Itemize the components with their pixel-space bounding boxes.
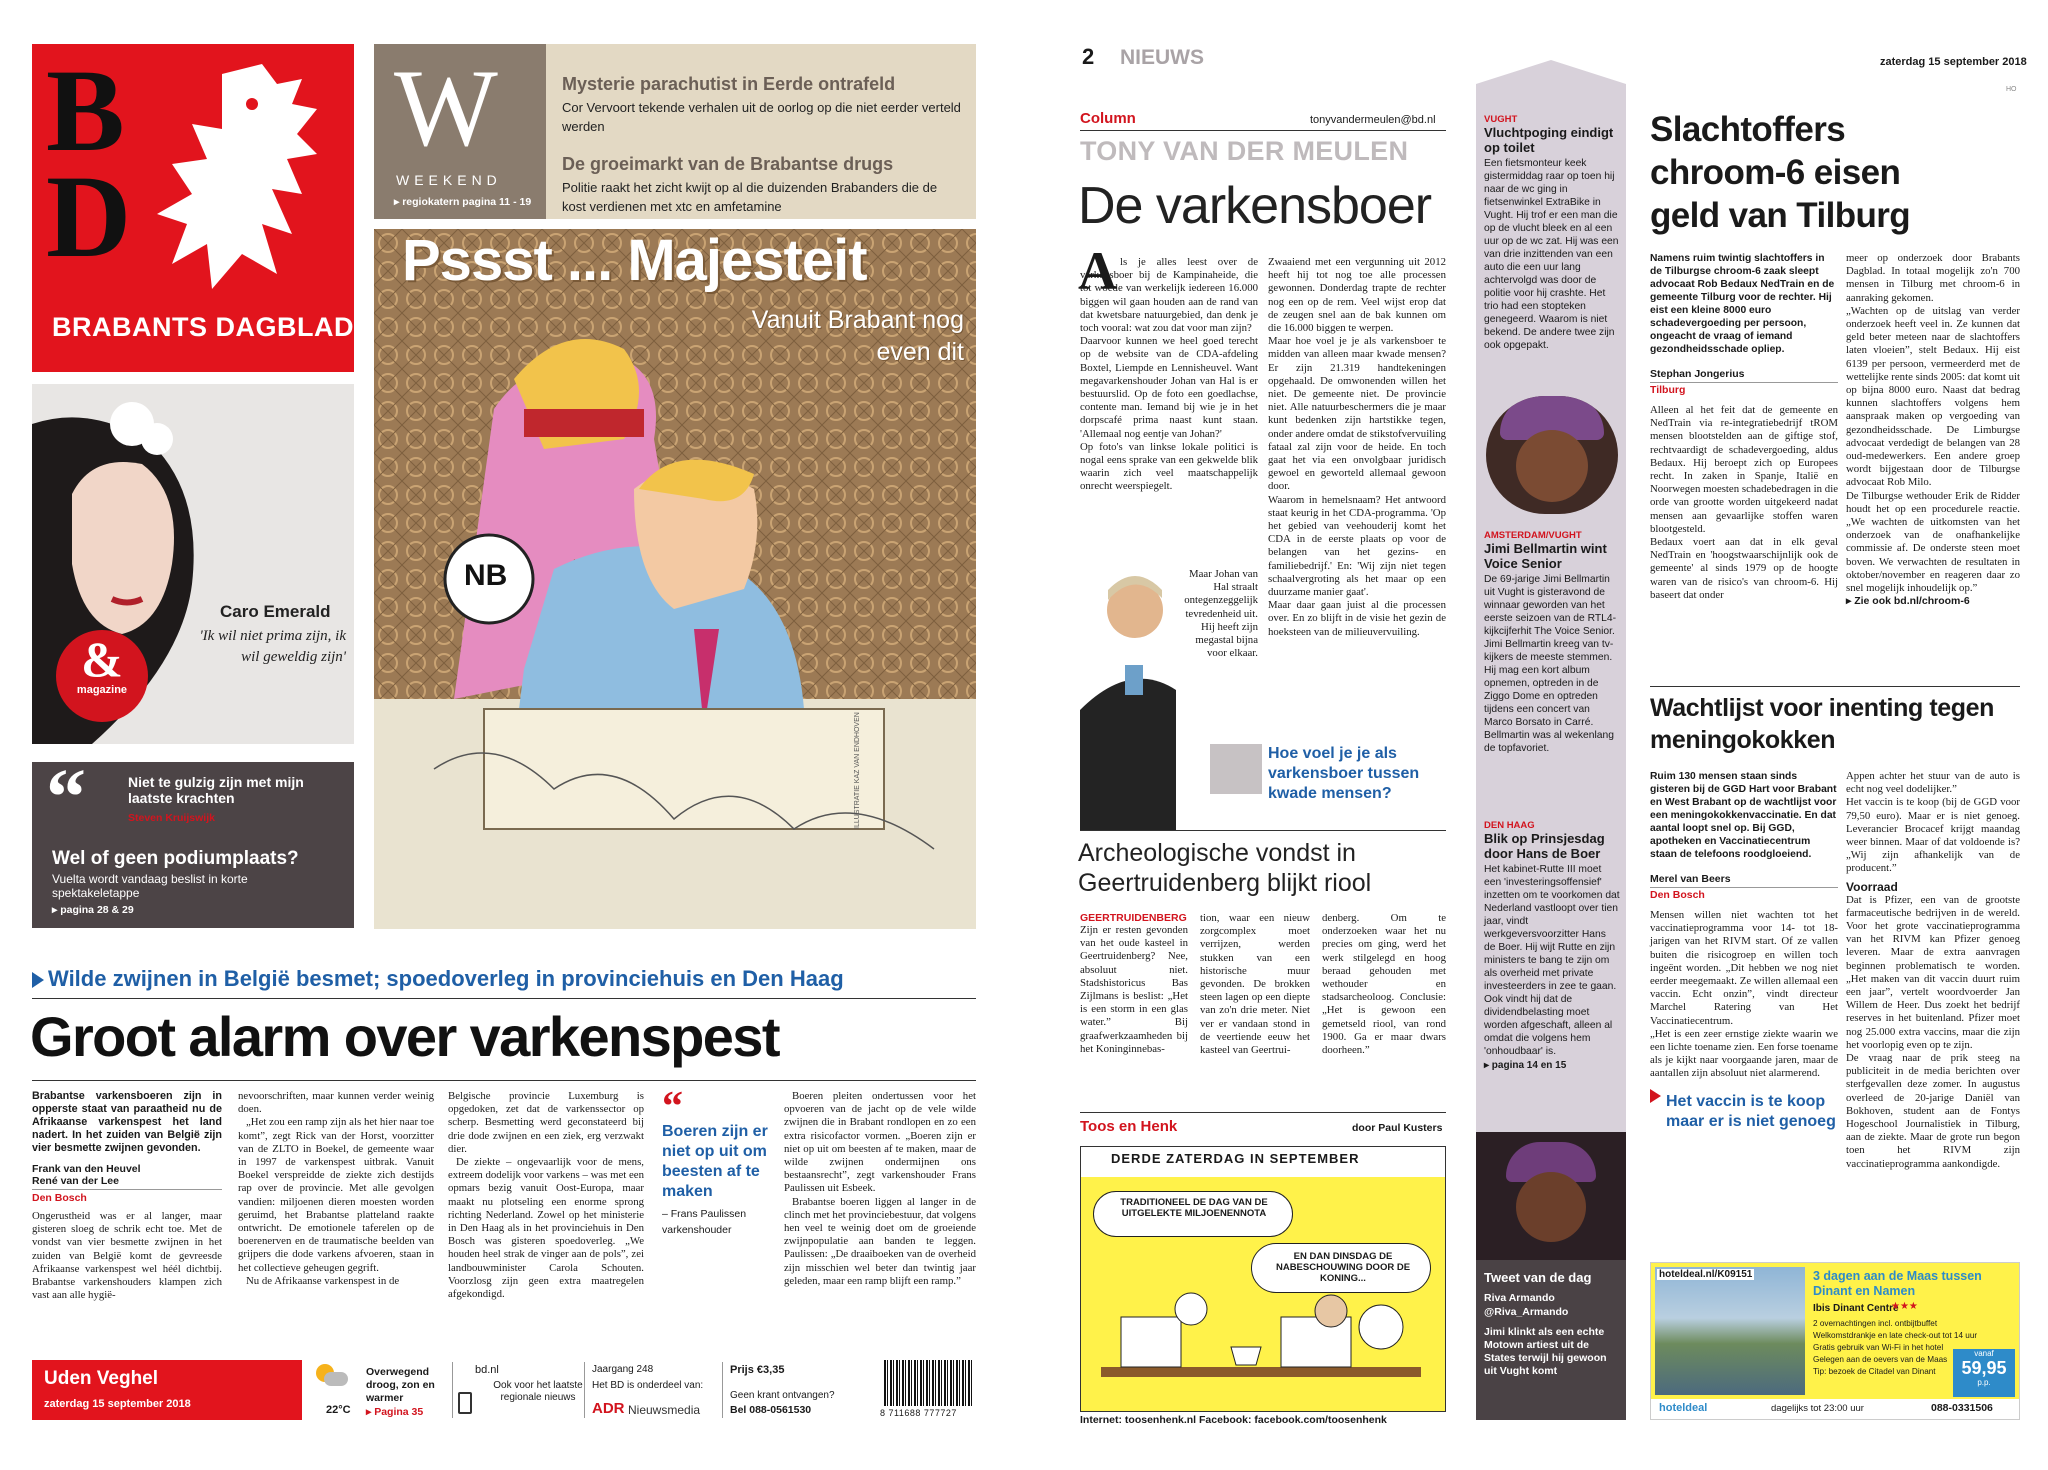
pullquote-role: varkenshouder (662, 1224, 732, 1236)
tweet-handle[interactable]: @Riva_Armando (1484, 1306, 1569, 1318)
ad-price-unit: p.p. (1977, 1378, 1991, 1387)
article-col-2 (238, 1090, 434, 1288)
footer-site-text: Ook voor het laatste regionale nieuws (493, 1380, 583, 1403)
footer-group-text: Het BD is onderdeel van: (592, 1380, 704, 1391)
column-bottom-divider (1080, 830, 1446, 831)
comic-footer[interactable]: Internet: toosenhenk.nl Facebook: facebook.com/toosenhenk (1080, 1414, 1387, 1426)
ad-item-1: 2 overnachtingen incl. ontbijtbuffet (1813, 1319, 1938, 1328)
edition-name: Uden Veghel (44, 1368, 159, 1389)
pullquote-text: Boeren zijn er niet op uit om beesten af te maken (662, 1123, 768, 1200)
ad-item-2: Welkomstdrankje en late check-out tot 14 uur (1813, 1331, 1978, 1340)
footer-divider-3 (722, 1362, 723, 1418)
section-title: NIEUWS (1120, 46, 1204, 69)
lion-icon (152, 64, 347, 304)
weather-text: Overwegend droog, zon en warmer (366, 1366, 435, 1404)
sport-quote: Niet te gulzig zijn met mijn laatste krachten (128, 774, 304, 806)
ad-price-from: vanaf (1974, 1349, 1994, 1358)
weekend-logo[interactable] (374, 44, 546, 219)
ad-item-5: Tip: bezoek de Citadel van Dinant (1813, 1367, 1936, 1376)
comic-title: Toos en Henk (1080, 1118, 1178, 1135)
chroom-col-2 (1846, 252, 2020, 607)
footer-phone: Bel 088-0561530 (730, 1404, 812, 1416)
magazine-label: magazine (76, 684, 128, 696)
footer-site[interactable]: bd.nl (475, 1364, 499, 1376)
kicker-divider (32, 998, 976, 999)
weather-temp: 22°C (326, 1404, 351, 1416)
sport-text: Vuelta wordt vandaag beslist in korte spektakeletappe (52, 872, 248, 900)
sidebar-item-1-tag: VUGHT (1484, 114, 1518, 125)
arch-dateline: GEERTRUIDENBERG (1080, 912, 1187, 924)
cover-credit: ILLUSTRATIE KAZ VAN ENDHOVEN (854, 712, 861, 829)
sidebar-item-2-title: Jimi Bellmartin wint Voice Senior (1484, 541, 1607, 571)
logo-letter-b: B (46, 45, 125, 176)
masthead-logo (32, 44, 354, 372)
comic-strip[interactable] (1080, 1146, 1446, 1412)
page-date: zaterdag 15 september 2018 (1880, 56, 2027, 68)
column-author: TONY VAN DER MEULEN (1080, 136, 1409, 166)
ad-brand: hoteldeal (1659, 1402, 1708, 1414)
wacht-col-1 (1650, 770, 1838, 1132)
ampersand-icon: & (81, 631, 123, 687)
weather-pointer[interactable]: ▸ Pagina 35 (366, 1406, 424, 1418)
article-col-5-p1: Boeren pleiten ondertussen voor het opvoeren van de jacht op de vele wilde zwijnen die in Brabant rondlopen en zo een extra risicofactor vormen. „Boeren zijn er niet op uit om beesten af te maken, maar de wilde zwijnen ondermijnen ons bestaansrecht”, zegt varkenshouder Frans Paulissen uit Esbeek. (784, 1090, 976, 1195)
chroom-lead: Namens ruim twintig slachtoffers in de Tilburgse chroom-6 zaak sleept advocaat Rob Bedaux NedTrain en de gemeente Tilburg voor de rechter. Hij eist een kleine 8000 euro schadevergoeding per persoon, ongeacht de vraag of iemand gezondheidsschade opliep. (1650, 253, 1835, 355)
caro-quote: 'Ik wil niet prima zijn, ik wil geweldig zijn' (199, 628, 346, 665)
weekend-pointer: ▸ regiokatern pagina 11 - 19 (394, 196, 532, 208)
sport-pointer: ▸ pagina 28 & 29 (52, 904, 134, 916)
arch-col-3: denberg. Om te onderzoeken waar het nu precies om ging, werd het werk stilgelegd en hoog beraad gehouden met wethouder en stadsarcheoloog. Conclusie: „Het is gewoon een gemetseld riool, van rond 1900. Ga er maar dwars doorheen.” (1322, 912, 1446, 1057)
column-title: De varkensboer (1078, 177, 1432, 235)
sport-teaser[interactable] (32, 754, 354, 928)
sidebar-item-2-tag: AMSTERDAM/VUGHT (1484, 530, 1582, 541)
magazine-badge (56, 630, 148, 722)
teaser-2-title[interactable]: De groeimarkt van de Brabantse drugs (562, 154, 894, 174)
ad-stars: ★★★ (1891, 1301, 1918, 1312)
wacht-pullquote: Het vaccin is te koop maar er is niet genoeg (1666, 1092, 1836, 1130)
footer-jaargang: Jaargang 248 (592, 1364, 654, 1375)
column-text-1: ls je alles leest over de varkensboer bij de Kampinaheide, die tot woede van werkelijk iedereen 16.000 biggen wil gaan houden aan de rand van dat kwetsbare natuurgebied, dan denk je toch vooral: wat zou dat voor man zijn? Daarvoor kunnen we heel goed terecht op de website van de CDA-afdeling Boxtel, Liempde en Lennisheuvel. Want megavarkenshouder Johan van Hal is er bestuurslid. Op de foto een goedlachse, contente man. Iemand bij wie je in het dorpscafé prima naast kunt staan. 'Allemaal nog eentje van Johan?' Op foto's van linkse lokale politici is nogal eens sprake van een gekwelde blik waarin zich veel maatschappelijk onrecht weerspiegelt. (1080, 256, 1258, 493)
column-dropcap: A (1078, 241, 1117, 301)
sidebar-photo-1 (1486, 396, 1618, 514)
ad-price-badge (1953, 1349, 2015, 1397)
footer-no-paper: Geen krant ontvangen? (730, 1390, 835, 1401)
cover-subtitle: Vanuit Brabant nog even dit (751, 306, 964, 366)
article-col-2-p3: Nu de Afrikaanse varkenspest in de (246, 1274, 400, 1287)
ad-price: 59,95 (1961, 1358, 2007, 1378)
column-author-photo (1080, 570, 1176, 830)
sidebar-item-3[interactable] (1484, 820, 1620, 1071)
article-author-1: Frank van den Heuvel (32, 1163, 141, 1175)
comic-bubble-2-text: EN DAN DINSDAG DE NABESCHOUWING DOOR DE KONING... (1275, 1251, 1411, 1284)
column-pullquote-bar (1210, 744, 1262, 794)
quote-mark-icon: “ (46, 754, 86, 842)
chroom-pointer[interactable]: ▸ Zie ook bd.nl/chroom-6 (1846, 595, 1970, 608)
article-col-2-p1: nevoorschriften, maar kunnen verder weinig doen. (238, 1090, 434, 1116)
pullquote-mark-icon: “ (662, 1084, 683, 1130)
column-email[interactable]: tonyvandermeulen@bd.nl (1310, 114, 1436, 126)
tweet-name: Riva Armando (1484, 1292, 1555, 1304)
article-col-2-p2: „Het zou een ramp zijn als het hier naar toe komt”, zegt Rick van der Horst, voorzitter van de ZLTO in Boekel, de gemeente waar in 1997 de varkenspest uitbrak. Vanuit Boekel verspreidde de ziekte zich destijds rap over de provincie. Met alle gevolgen vandien: miljoenen dieren moesten worden geruimd, het Brabantse platteland raakte ontwricht. De emotionele taferelen op de boerenerven en de traumatische beelden van grijpers die dode varkens afvoeren, staan in het collectieve geheugen gegrift. (238, 1116, 434, 1274)
ad-hours: dagelijks tot 23:00 uur (1771, 1403, 1864, 1414)
sidebar-item-1-text: Een fietsmonteur keek gistermiddag raar op toen hij naar de wc ging in fietsenwinkel ExtraBike in Vught. Hij trof er een man die op de vlucht bleek en al een uur op de wc zat. Hij was een van drie inzittenden van een auto die een uur lang achtervolgd was door de politie voor hij crashte. Het trio had een stopteken genegeerd. Waarom is niet bekend. De andere twee zijn ook opgepakt. (1484, 158, 1619, 351)
chroom-title[interactable]: Slachtoffers chroom-6 eisen geld van Tilburg (1650, 110, 1911, 235)
main-headline[interactable]: Groot alarm over varkenspest (30, 1005, 779, 1068)
sidebar-item-2[interactable] (1484, 530, 1620, 755)
page-number: 2 (1082, 44, 1095, 69)
teaser-2-text: Politie raakt het zicht kwijt op al die duizenden Brabanders die de kost verdienen met xtc en amfetamine (562, 180, 938, 214)
wacht-pull-arrow-icon (1650, 1089, 1661, 1103)
edition-date: zaterdag 15 september 2018 (44, 1398, 191, 1410)
footer-divider-1 (452, 1362, 453, 1418)
chroom-dateline: Tilburg (1650, 382, 1838, 396)
sidebar-item-3-text: Het kabinet-Rutte III moet een 'investeringsoffensief' inzetten om te voorkomen dat Nederland vastloopt over tien jaar, vindt werkgeversvoorzitter Hans de Boer. Hij wijt Rutte en zijn ministers te bang te zijn om als overheid met private investeerders in zee te gaan. Ook vindt hij dat de dividendbelasting moet worden afgeschaft, alleen al omdat die volgens hem 'onhoudbaar' is. (1484, 864, 1620, 1057)
cover-illustration[interactable] (374, 229, 976, 929)
ad-item-3: Gratis gebruik van Wi-Fi in het hotel (1813, 1343, 1944, 1352)
article-dateline: Den Bosch (32, 1189, 222, 1204)
teaser-1-title[interactable]: Mysterie parachutist in Eerde ontrafeld (562, 74, 896, 94)
tweet-title: Tweet van de dag (1484, 1270, 1592, 1285)
page-code: HO (2006, 86, 2017, 93)
chroom-author: Stephan Jongerius (1650, 368, 1745, 380)
ad-hotel: Ibis Dinant Centre (1813, 1303, 1899, 1314)
comic-bubble-1-text: TRADITIONEEL DE DAG VAN DE UITGELEKTE MILJOENENNOTA (1120, 1197, 1268, 1219)
article-col-3 (448, 1090, 644, 1301)
article-col-3-p1: Belgische provincie Luxemburg is opgedoken, zet dat de varkenssector op scherp. Besmetting werd geconstateerd bij drie dode zwijnen en een ziek, erg verzwakt dier. (448, 1090, 644, 1155)
wacht-col-2-text: Appen achter het stuur van de auto is echt nog veel dodelijker.” Het vaccin is te koop (bij de GGD voor 79,50 euro). Maar er is niet genoeg. Leverancier Brocacef krijgt maandag weer binnen. Maar of dat voldoende is? „Wij zijn afhankelijk van de producent.” (1846, 770, 2020, 875)
arch-title[interactable]: Archeologische vondst in Geertruidenberg blijkt riool (1078, 839, 1372, 897)
weather-icon (316, 1364, 346, 1386)
article-col-1-text: Ongerustheid was er al langer, maar gisteren sloeg de schrik echt toe. Met de vondst van vier besmette zwijnen in het zuiden van België komt de gevreesde Afrikaanse varkenspest wel héél dichtbij. Brabantse varkenshouders klampen zich vast aan alle hygië- (32, 1210, 222, 1302)
wacht-lead: Ruim 130 mensen staan sinds gisteren bij de GGD Hart voor Brabant en West Brabant op de wachtlijst voor een meningokokkenvaccinatie. En dat aantal loopt snel op. Bij GGD, apotheken en Vaccinatiecentrum staan de telefoons roodgloeiend. (1650, 771, 1837, 860)
article-col-5-p2: Brabantse boeren liggen al langer in de clinch met het provinciebestuur, dat volgens hen veel te weinig doet om de groeiende zwijnpopulatie aan banden te leggen. Paulissen: „De draaiboeken van de overheid zijn misschien wel beter dan twintig jaar geleden, maar een ramp blijft een ramp.” (784, 1195, 976, 1287)
barcode-number: 8 711688 777727 (880, 1408, 957, 1418)
tweet-box (1476, 1260, 1626, 1420)
comic-author: door Paul Kusters (1352, 1122, 1443, 1134)
barcode (884, 1360, 974, 1406)
comic-caption: DERDE ZATERDAG IN SEPTEMBER (1111, 1151, 1360, 1166)
tweet-text: Jimi klinkt als een echte Motown artiest uit de States terwijl hij gewoon uit Vught komt (1484, 1326, 1607, 1377)
wacht-author: Merel van Beers (1650, 873, 1731, 885)
sidebar-item-2-text: De 69-jarige Jimi Bellmartin uit Vught is gisteravond de winnaar geworden van het eerste seizoen van de RTL4-kijkcijferhit The Voice Senior. Jimi Bellmartin kreeg van tv-kijkers de meeste stemmen. Hij mag een kort album opnemen, optreden in de Ziggo Dome en optreden tijdens een concert van Marco Borsato in Carré. Bellmartin was al wekenlang de topfavoriet. (1484, 574, 1617, 754)
pullquote-source: – Frans Paulissen (662, 1208, 747, 1220)
column-text-2: Zwaaiend met een vergunning uit 2012 heeft hij tot nog toe alle processen gewonnen. Donderdag trapte de rechter nog een op de rem. Veel wijst erop dat de zeugen snel aan de bak kunnen om die 16.000 biggen te werpen. Maar hoe voel je je als varkensboer te midden van alleen maar kwade mensen? Er zijn 21.319 handtekeningen opgehaald. De omwonenden willen het niet. De gemeente niet. De provincie niet. Alle natuurbeschermers die je maar kunt bedenken zijn hartstikke tegen, onder andere omdat de stikstofvervuiling fataal zal zijn voor de heide. En toch gaat het via een onvolgbaar juridisch gewoel en geworteld allemaal gewoon door. Waarom in hemelsnaam? Het antwoord staat keurig in het CDA-programma. 'Op het gebied van veehouderij komt het CDA in de eerste plaats op voor de belangen van het gezins- en familiebedrijf.' En: 'Wij zijn niet tegen schaalvergroting als het maar op een duurzame manier gaat'. Maar daar gaan juist al die processen over. En zo blijft in de visie het gezin de hoeksteen van de milieuvervuiling. (1268, 256, 1446, 638)
wacht-col-2 (1846, 770, 2020, 1171)
ad-photo (1655, 1267, 1805, 1395)
article-pullquote (662, 1084, 772, 1236)
headline-divider (32, 1080, 976, 1081)
article-col-1 (32, 1090, 222, 1302)
article-col-5 (784, 1090, 976, 1288)
tablet-icon (458, 1392, 472, 1414)
weekend-letter: W (394, 47, 498, 169)
sidebar-photo-2 (1476, 1132, 1626, 1260)
footer-divider-2 (584, 1362, 585, 1418)
chroom-col-1 (1650, 252, 1838, 602)
wacht-subhead: Voorraad (1846, 879, 1898, 894)
chroom-bottom-divider (1650, 686, 2020, 687)
sidebar-item-3-pointer[interactable]: ▸ pagina 14 en 15 (1484, 1060, 1567, 1071)
ad-title: 3 dagen aan de Maas tussen Dinant en Namen (1813, 1269, 1982, 1298)
sidebar-item-1[interactable] (1484, 114, 1620, 352)
hoteldeal-ad[interactable] (1650, 1262, 2020, 1420)
edition-box (32, 1360, 302, 1420)
nieuwsmedia-logo: Nieuwsmedia (628, 1403, 701, 1417)
comic-drawing (1081, 1287, 1445, 1411)
chroom-col-1-text: Alleen al het feit dat de gemeente en NedTrain via re-integratiebedrijf tROM mensen blootstelden aan de giftige stof, rechtvaardigt de schadevergoeding, aldus Bedaux. Hij beroept zich op Europees recht. In zaken in Spanje, Italië en Noorwegen moesten schadebedragen in die orde van grootte worden uitgekeerd nadat mensen aan gevaarlijke stoffen waren blootgesteld. Bedaux voert aan dat in elk geval NedTrain en 'hoogstwaarschijnlijk ook de gemeente' al sinds 1979 op de hoogte waren van de risico's van chroom-6. Hij baseert dat onder (1650, 404, 1838, 601)
column-text-1b: Maar Johan van Hal straalt ontegenzeggelijk tevredenheid uit. Hij heeft zijn megastal bijna voor elkaar. (1184, 568, 1258, 660)
article-author-2: René van der Lee (32, 1175, 119, 1187)
masthead-name: BRABANTS DAGBLAD (52, 312, 354, 342)
caro-emerald-teaser[interactable] (32, 384, 354, 744)
cover-badge: NB (464, 559, 508, 592)
sport-quote-author: Steven Kruijswijk (128, 812, 215, 824)
arch-col-2: tion, waar een nieuw zorgcomplex moet verrijzen, werden stukken van een historische muur gevonden. De brokken steen lagen op een diepte van zo'n drie meter. Niet ver er vandaan stond in de veertiende eeuw het kasteel van Geertrui- (1200, 912, 1310, 1057)
weekend-label: WEEKEND (396, 172, 502, 188)
cover-title: Pssst ... Majesteit (402, 229, 867, 293)
column-divider (1080, 130, 1446, 131)
ad-phone[interactable]: 088-0331506 (1931, 1402, 1993, 1414)
article-lead: Brabantse varkensboeren zijn in opperste staat van paraatheid nu de Afrikaanse varkenspest het land nadert. In het zuiden van België zijn vier besmette zwijnen gevonden. (32, 1090, 222, 1154)
kicker-arrow-icon (32, 972, 44, 988)
column-label: Column (1080, 110, 1136, 127)
sidebar-item-1-title: Vluchtpoging eindigt op toilet (1484, 125, 1614, 155)
arch-col-1-text: Zijn er resten gevonden van het oude kasteel in Geertruidenberg? Nee, absoluut niet. Stadshistoricus Bas Zijlmans is beslist: „Het is een storm in een glas water.” Bij graafwerkzaamheden bij het Koninginnebas- (1080, 924, 1188, 1055)
wacht-col-1-text: Mensen willen niet wachten tot het vaccinatieprogramma voor 14- tot 18-jarigen van het RIVM start. Of ze vallen buiten die risicogroep en willen toch ingeënt worden. „Dit hebben we nog niet eerder meegemaakt. Ze willen allemaal een vaccin. Echt onzin”, vindt directeur Marchel Ratering van Het Vaccinatiecentrum. „Het is een zeer ernstige ziekte waarin we een lichte toename zien. Een forse toename als je kijkt naar voorgaande jaren, maar de aantallen zijn absoluut niet alarmerend. (1650, 909, 1838, 1080)
column-pullquote: Hoe voel je je als varkensboer tussen kwade mensen? (1268, 745, 1420, 802)
sidebar-item-3-tag: DEN HAAG (1484, 820, 1535, 831)
footer-price: Prijs €3,35 (730, 1364, 785, 1376)
wacht-col-2-text-b: Dat is Pfizer, een van de grootste farmaceutische bedrijven in de wereld. Voor het grote vaccinatieprogramma van het RIVM kan Pfizer genoeg leveren. Maar de extra aanvragen beginnen problematisch te worden. „Het maken van dit vaccin duurt ruim een jaar”, vertelt woordvoerder Jan Willem de Heer. Dus zoekt het bedrijf reserves in het buitenland. Pfizer moet nog 25.000 extra vaccins, maar die zijn het voorlopig even op te zijn. De vraag naar de prik steeg na publiciteit in de media berichten over sterfgevallen deze zomer. In augustus overleed de 20-jarige Daniël van Bokhoven, student aan de Fontys Hogeschool Journalistiek in Tilburg, aan de ziekte. Maar de grote run begon toen het RIVM zijn vaccinatieprogramma aankondigde. (1846, 893, 2020, 1170)
main-kicker: Wilde zwijnen in België besmet; spoedoverleg in provinciehuis en Den Haag (48, 966, 844, 991)
chroom-col-2-text: meer op onderzoek door Brabants Dagblad. In totaal mogelijk zo'n 700 mensen in Tilburg met chroom-6 in aanraking gekomen. „Wachten op de uitslag van verder onderzoek heeft veel in. Ze kunnen dat geld beter meteen naar de slachtoffers laten vloeien”, stelt Bedaux. Hij eist 6139 per persoon, vermeerderd met de wettelijke rente sinds 2005: dat komt uit op bijna 8000 euro. Naast dat bedrag kunnen slachtoffers volgens hem aanspraak maken op vergoeding van gezondheidsschade. De Limburgse advocaat verdedigt de belangen van 28 oud-medewerkers. Een andere groep wordt bijgestaan door de Tilburgse advocaat Rob Milo. De Tilburgse wethouder Erik de Ridder houdt het op een procedurele reactie. „We wachten de uitkomsten van het onderzoek van de onafhankelijke commissie af. De onderste steen moet boven. We verwachten de resultaten in oktober/november en reageren daar zo snel mogelijk inhoudelijk op.” (1846, 252, 2020, 595)
adr-logo: ADR (592, 1400, 625, 1417)
ad-site[interactable]: hoteldeal.nl/K09151 (1659, 1269, 1753, 1280)
logo-letter-d: D (46, 151, 132, 282)
wacht-title[interactable]: Wachtlijst voor inenting tegen meningokokken (1650, 694, 1995, 754)
sport-title: Wel of geen podiumplaats? (52, 848, 299, 869)
teaser-1-text: Cor Vervoort tekende verhalen uit de oorlog op die niet eerder verteld werden (562, 100, 961, 134)
ad-item-4: Gelegen aan de oevers van de Maas (1813, 1355, 1948, 1364)
sidebar-item-3-title: Blik op Prinsjesdag door Hans de Boer (1484, 831, 1605, 861)
arch-col-1 (1080, 912, 1188, 1056)
wacht-dateline: Den Bosch (1650, 887, 1838, 901)
caro-name: Caro Emerald (220, 602, 331, 621)
article-col-3-p2: De ziekte – ongevaarlijk voor de mens, extreem dodelijk voor varkens – was met een opmars bezig vanuit Oost-Europa, maar maakt nu plotseling een enorme sprong richting Nederland. Zowel op het ministerie in Den Haag als in het provinciehuis in Den Bosch was gisteren spoedoverleg. „We houden heel strak de vinger aan de pols”, zei landbouwminister Carola Schouten. Voorzlosg zijn geen extra maatregelen afgekondigd. (448, 1156, 644, 1301)
arch-bottom-divider (1080, 1112, 1446, 1113)
